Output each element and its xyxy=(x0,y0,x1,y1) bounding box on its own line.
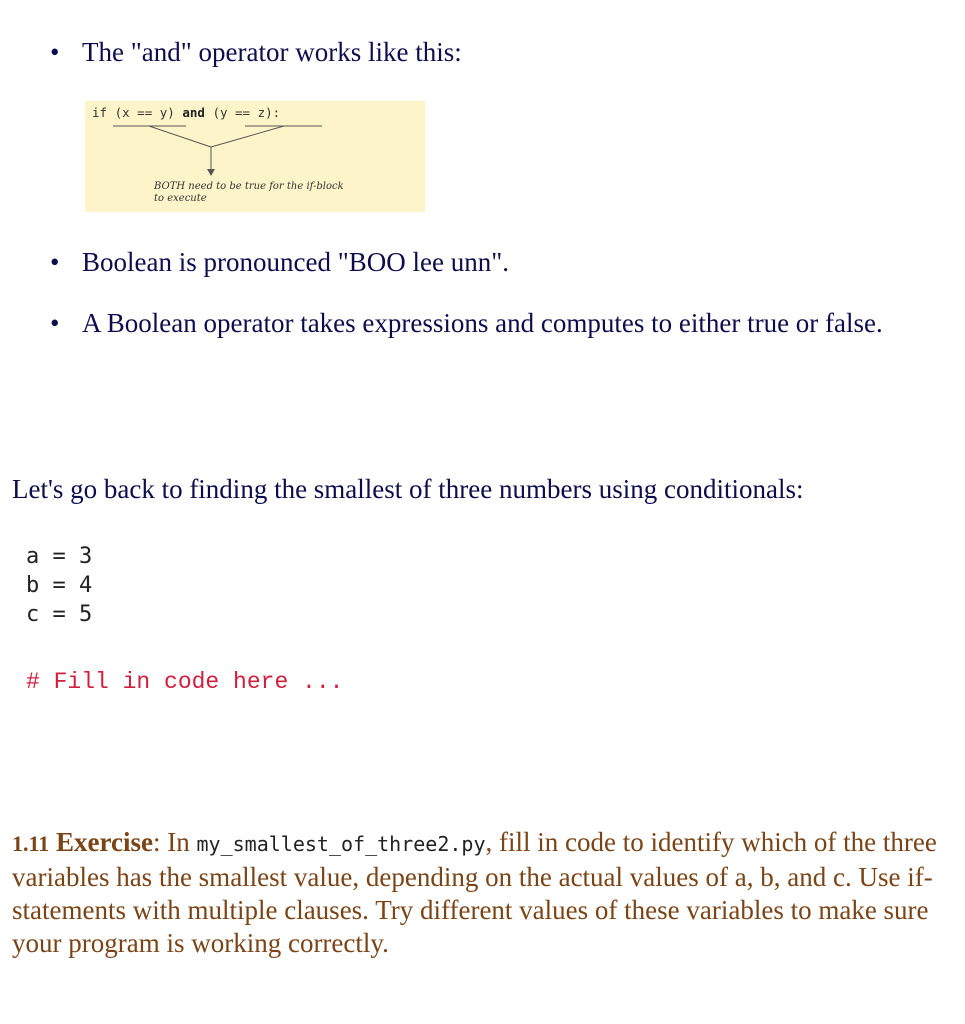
exercise-number: 1.11 xyxy=(12,831,50,856)
bullet-item-and-operator xyxy=(50,36,462,69)
code-comment: # Fill in code here ... xyxy=(26,669,344,695)
figure-code-and: and xyxy=(182,105,205,120)
code-line: a = 3 xyxy=(26,544,93,569)
exercise-text-lead: : In xyxy=(153,827,190,857)
exercise-text: , fill in code to identify which of the three variables has the smallest value, depending on the actual values of a, b, and c. Use if-statements with multiple clauses. Try different values of these variables to make sure your program is working correctly. xyxy=(12,827,937,958)
bullet-dot: • xyxy=(50,37,60,67)
code-line: b = 4 xyxy=(26,573,93,598)
exercise-block xyxy=(12,826,957,960)
figure-code xyxy=(92,105,280,120)
and-operator-figure xyxy=(85,101,425,212)
figure-code-right: (y == z): xyxy=(212,105,281,120)
bullet-dot: • xyxy=(50,247,60,277)
bullet-text: The "and" operator works like this: xyxy=(82,37,462,67)
figure-code-left: (x == y) xyxy=(114,105,175,120)
bullet-dot: • xyxy=(50,308,60,338)
code-line: c = 5 xyxy=(26,602,93,627)
bullet-item-boolean-operator xyxy=(50,307,942,340)
intro-paragraph: Let's go back to finding the smallest of three numbers using conditionals: xyxy=(12,474,804,504)
figure-code-if: if xyxy=(92,105,108,120)
bullet-text: A Boolean operator takes expressions and computes to either true or false. xyxy=(82,308,883,338)
bullet-text: Boolean is pronounced "BOO lee unn". xyxy=(82,247,509,277)
code-block xyxy=(26,542,92,629)
exercise-filename: my_smallest_of_three2.py xyxy=(196,832,486,856)
exercise-title: Exercise xyxy=(56,827,154,857)
bullet-item-boolean-pronunciation xyxy=(50,246,509,279)
figure-caption: BOTH need to be true for the if-block to execute xyxy=(154,181,344,204)
